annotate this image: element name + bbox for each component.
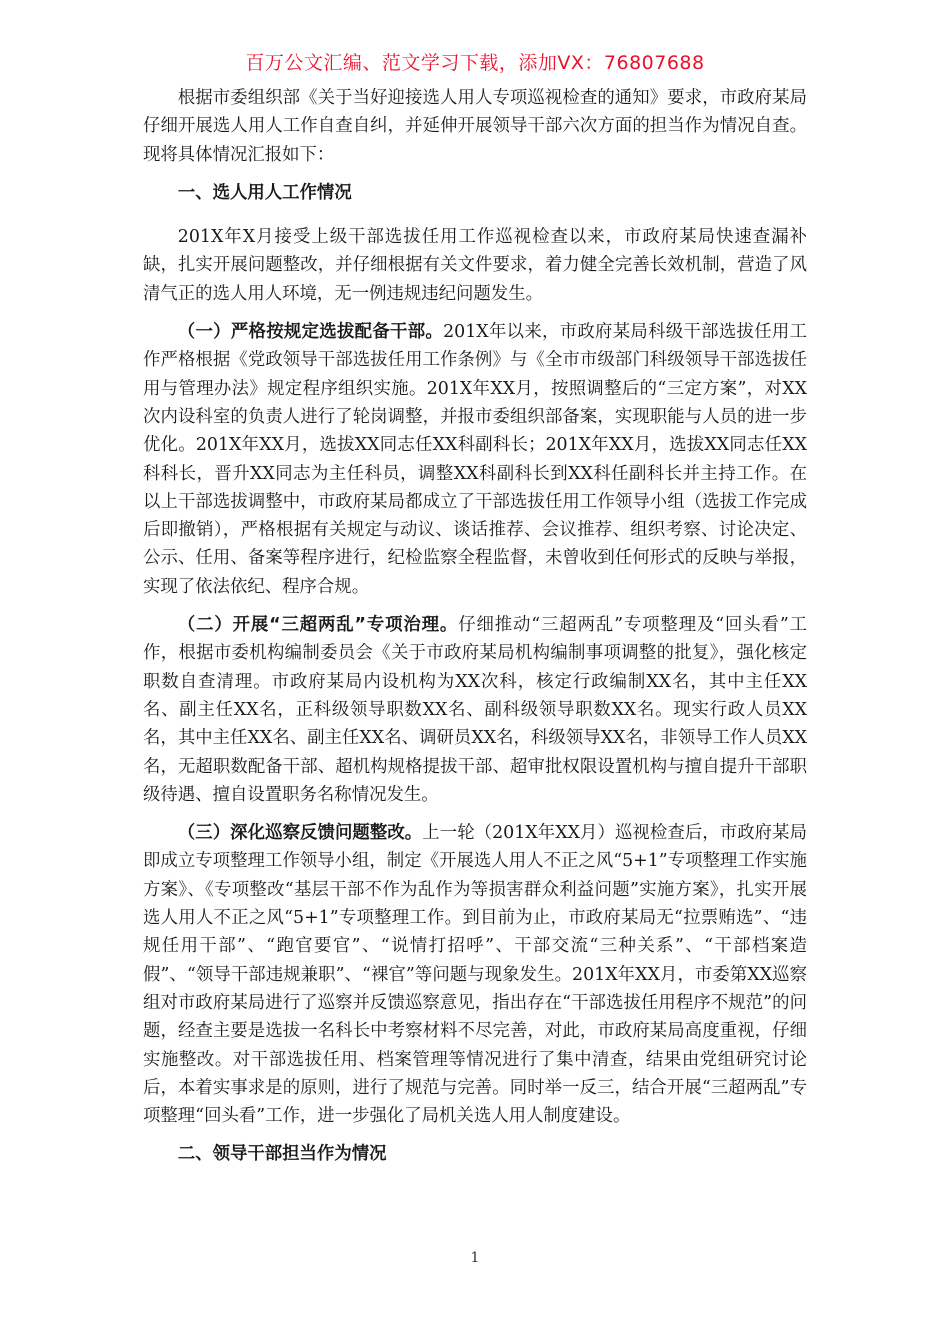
page-number: 1 — [470, 1250, 480, 1266]
item3-title: （三）深化巡察反馈问题整改。 — [177, 823, 423, 844]
item1-paragraph — [143, 318, 807, 601]
section-heading-1: 一、选人用人工作情况 — [177, 182, 352, 203]
item2-title: （二）开展“三超两乱”专项治理。 — [177, 615, 459, 636]
item3-paragraph — [143, 819, 807, 1130]
item2-text: 仔细推动“三超两乱”专项整理及“回头看”工作，根据市委机构编制委员会《关于市政府某局机构编制事项调整的批复》，强化核定职数自查清理。市政府某局内设机构为XX次科，核定行政编制XX名，其中主任XX名、副主任XX名，正科级领导职数XX名、副科级领导职数XX名。现实行政人员XX名，其中主任XX名、副主任XX名、调研员XX名，科级领导XX名，非领导工作人员XX名，无超职数配备干部、超机构规格提拔干部、超审批权限设置机构与擅自提升干部职级待遇、擅自设置职务名称情况发生。 — [143, 615, 807, 805]
item1-text: 201X年以来，市政府某局科级干部选拔任用工作严格根据《党政领导干部选拔任用工作条例》与《全市市级部门科级领导干部选拔任用与管理办法》规定程序组织实施。201X年XX月，按照调整后的“三定方案”，对XX次内设科室的负责人进行了轮岗调整，并报市委组织部备案，实现职能与人员的进一步优化。201X年XX月，选拔XX同志任XX科副科长；201X年XX月，选拔XX同志任XX科科长，晋升XX同志为主任科员，调整XX科副科长到XX科任副科长并主持工作。在以上干部选拔调整中，市政府某局都成立了干部选拔任用工作领导小组（选拔工作完成后即撤销），严格根据有关规定与动议、谈话推荐、会议推荐、组织考察、讨论决定、公示、任用、备案等程序进行，纪检监察全程监督，未曾收到任何形式的反映与举报，实现了依法依纪、程序合规。 — [143, 322, 807, 597]
item3-text: 上一轮（201X年XX月）巡视检查后，市政府某局即成立专项整理工作领导小组，制定《开展选人用人不正之风“5+1”专项整理工作实施方案》、《专项整改“基层干部不作为乱作为等损害群众利益问题”实施方案》，扎实开展选人用人不正之风“5+1”专项整理工作。到目前为止，市政府某局无“拉票贿选”、“违规任用干部”、“跑官要官”、“说情打招呼”、干部交流“三种关系”、“干部档案造假”、“领导干部违规兼职”、“裸官”等问题与现象发生。201X年XX月，市委第XX巡察组对市政府某局进行了巡察并反馈巡察意见，指出存在“干部选拔任用程序不规范”的问题，经查主要是选拔一名科长中考察材料不尽完善，对此，市政府某局高度重视，仔细实施整改。对干部选拔任用、档案管理等情况进行了集中清查，结果由党组研究讨论后，本着实事求是的原则，进行了规范与完善。同时举一反三，结合开展“三超两乱”专项整理“回头看”工作，进一步强化了局机关选人用人制度建设。 — [143, 823, 807, 1127]
header-banner: 百万公文汇编、范文学习下载，添加VX：76807688 — [245, 52, 705, 74]
document-body — [143, 84, 807, 1185]
item1-title: （一）严格按规定选拔配备干部。 — [177, 322, 444, 343]
section-heading-2: 二、领导干部担当作为情况 — [177, 1144, 387, 1165]
intro-paragraph: 根据市委组织部《关于当好迎接选人用人专项巡视检查的通知》要求，市政府某局仔细开展选人用人工作自查自纠，并延伸开展领导干部六次方面的担当作为情况自查。现将具体情况汇报如下： — [143, 88, 807, 165]
section1-intro-paragraph: 201X年X月接受上级干部选拔任用工作巡视检查以来，市政府某局快速查漏补缺，扎实开展问题整改，并仔细根据有关文件要求，着力健全完善长效机制，营造了风清气正的选人用人环境，无一例违规违纪问题发生。 — [143, 227, 807, 304]
item2-paragraph — [143, 611, 807, 809]
